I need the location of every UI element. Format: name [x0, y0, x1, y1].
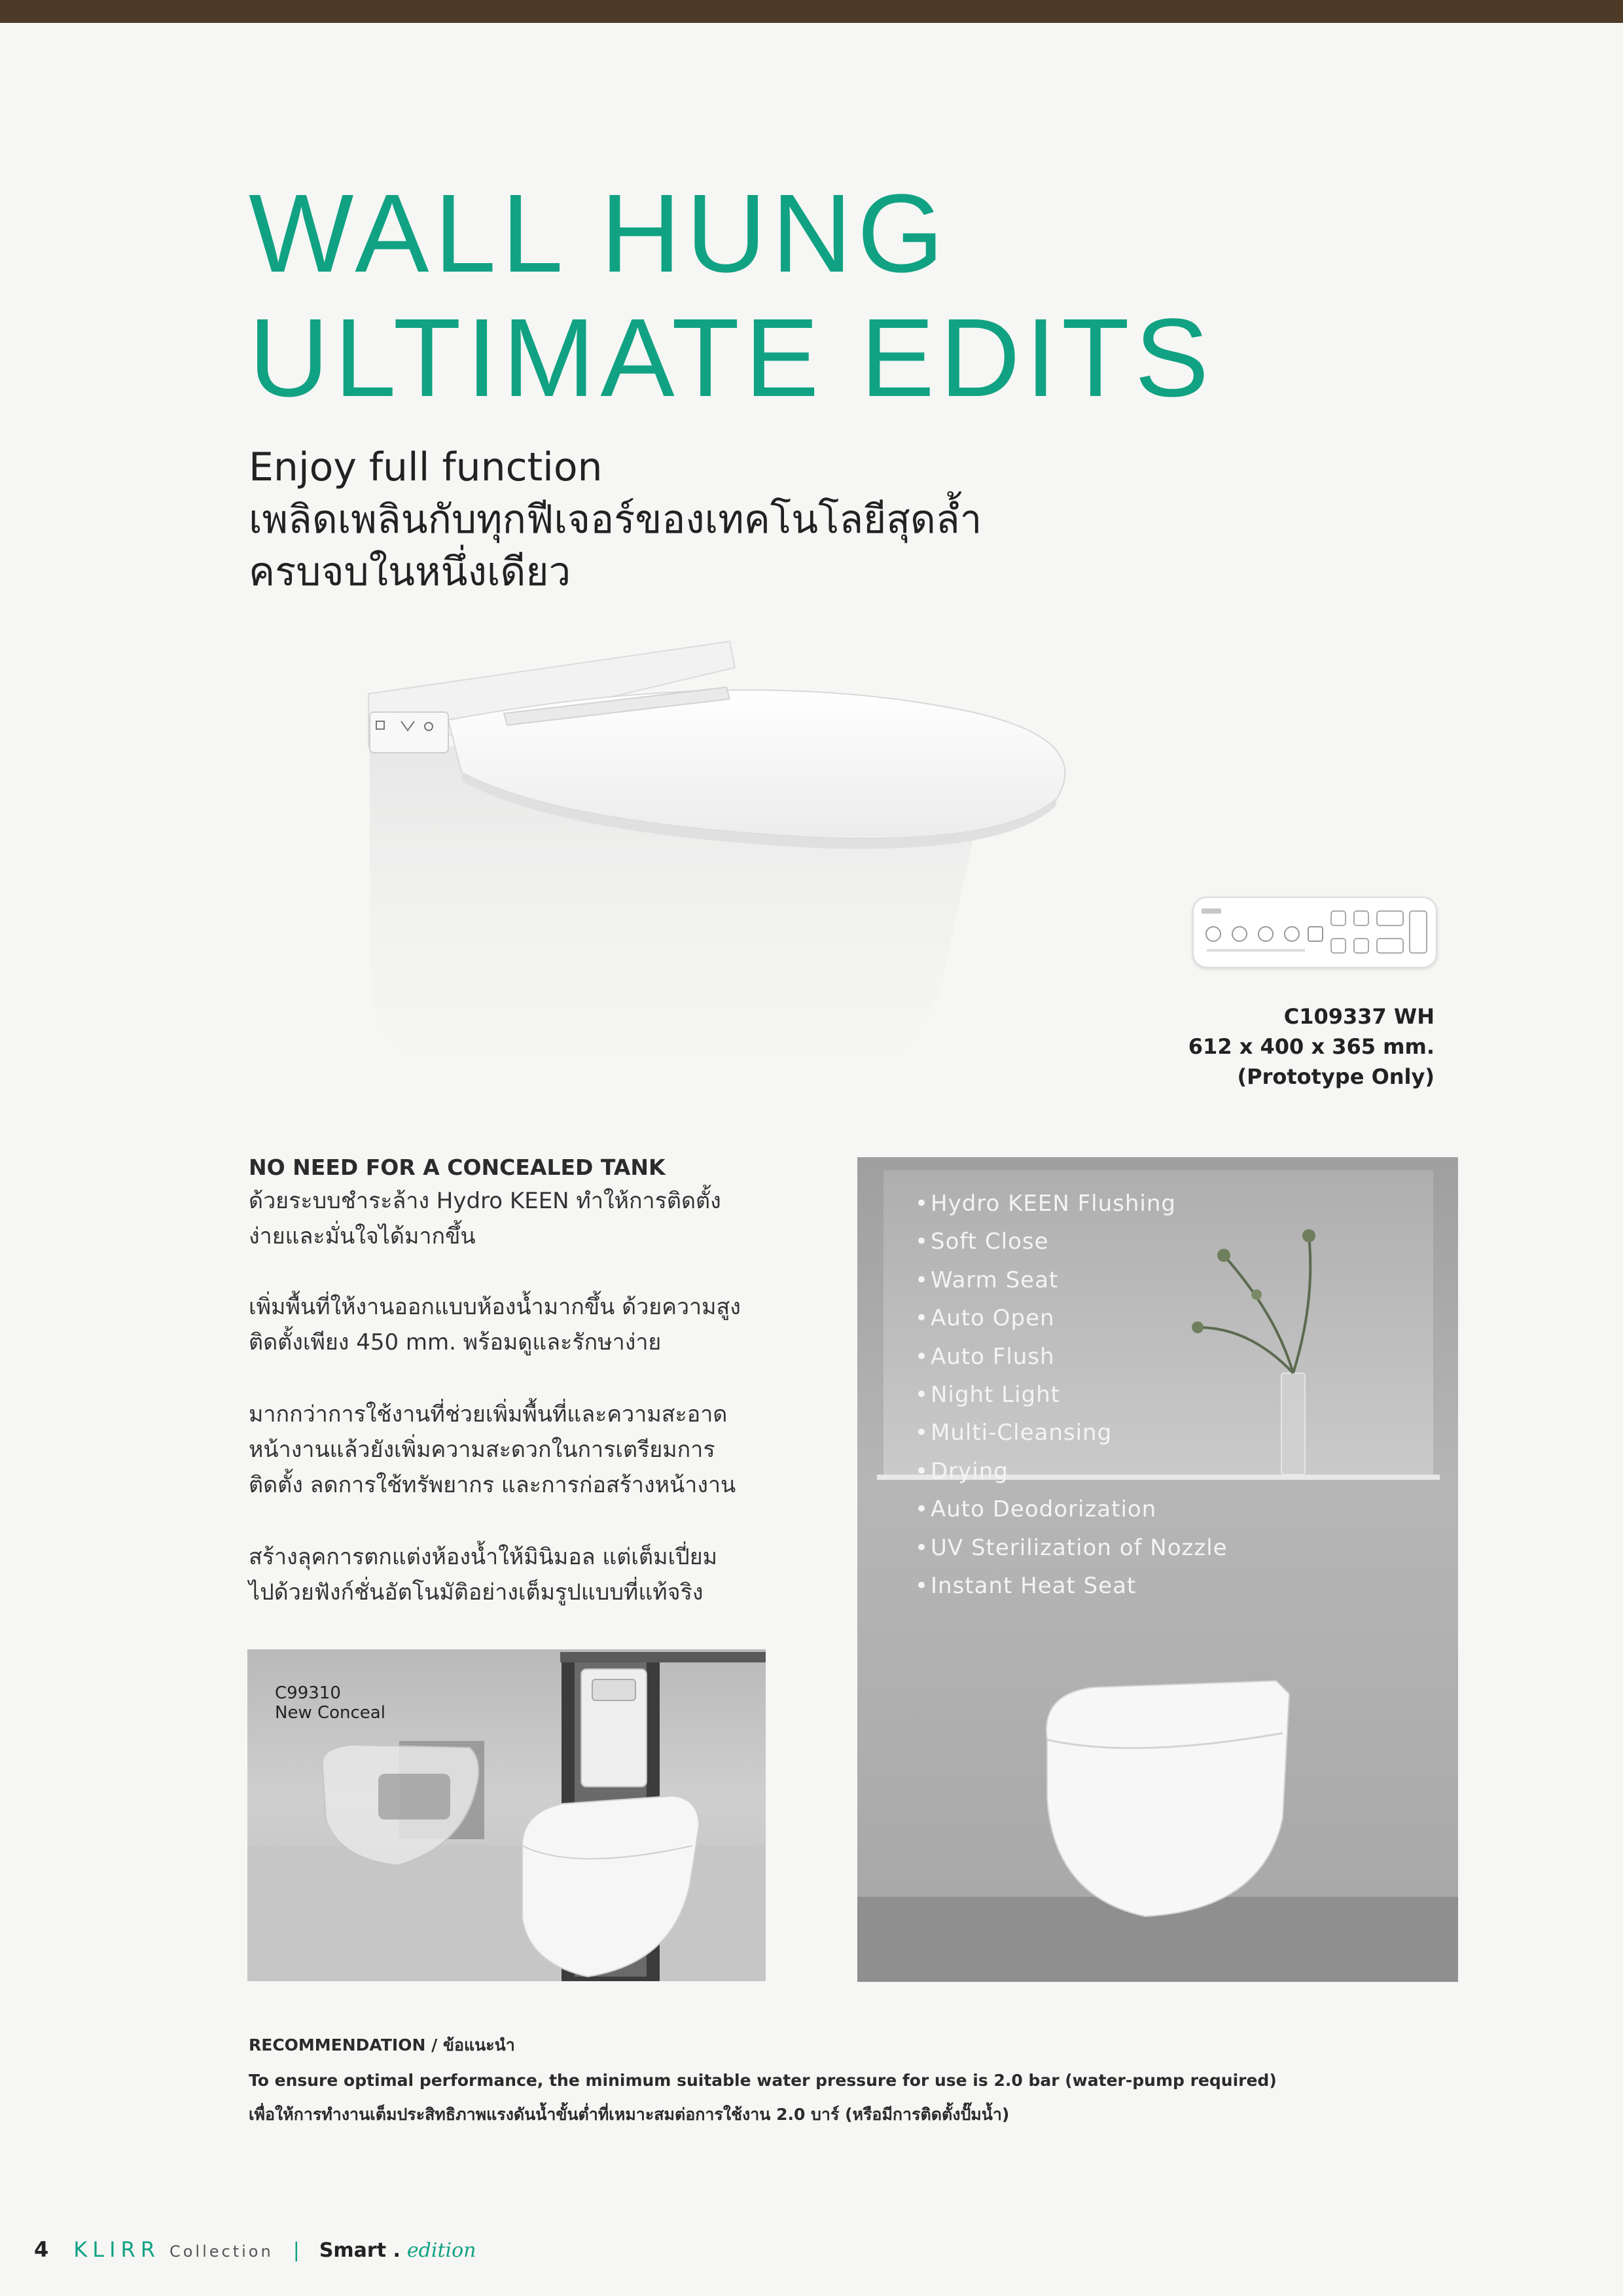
recommendation-english: To ensure optimal performance, the minimum suitable water pressure for use is 2.0 bar (water-pump required) [249, 2071, 1277, 2090]
paragraph-1 [249, 1183, 766, 1254]
collection-label: Collection [169, 2242, 274, 2261]
brand-name: KLIRR [73, 2237, 160, 2262]
feature-item: •Instant Heat Seat [915, 1573, 1137, 1600]
paragraph-3-line-2: หน้างานแล้วยังเพิ่มความสะดวกในการเตรียมการ [249, 1437, 715, 1463]
feature-item: •Auto Flush [915, 1343, 1055, 1370]
feature-item: •Hydro KEEN Flushing [915, 1191, 1177, 1217]
product-image-wall-hung-toilet [363, 628, 1090, 1126]
feature-list [915, 1185, 1228, 1605]
feature-item: •Auto Open [915, 1305, 1055, 1332]
paragraph-3-line-3: ติดตั้ง ลดการใช้ทรัพยากร และการก่อสร้างหน้างาน [249, 1472, 736, 1498]
remote-control-image [1192, 897, 1437, 968]
subtitle-line-2: เพลิดเพลินกับทุกฟีเจอร์ของเทคโนโลยีสุดล้ำ [249, 497, 982, 543]
page-number: 4 [34, 2237, 49, 2262]
page-title [249, 171, 1214, 420]
paragraph-1-line-1: ด้วยระบบชำระล้าง Hydro KEEN ทำให้การติดตั้ง [249, 1188, 721, 1214]
conceal-code: C99310 [275, 1683, 341, 1703]
product-spec [1188, 1001, 1435, 1092]
product-dimensions: 612 x 400 x 365 mm. [1188, 1034, 1435, 1059]
feature-item: •Multi-Cleansing [915, 1420, 1113, 1446]
feature-item: •Drying [915, 1458, 1008, 1484]
no-tank-heading: NO NEED FOR A CONCEALED TANK [249, 1155, 666, 1180]
conceal-photo [247, 1649, 766, 1981]
title-line-1: WALL HUNG [249, 171, 950, 296]
conceal-name: New Conceal [275, 1703, 385, 1723]
title-line-2: ULTIMATE EDITS [249, 296, 1215, 420]
paragraph-3-line-1: มากกว่าการใช้งานที่ช่วยเพิ่มพื้นที่และความสะอาด [249, 1401, 728, 1427]
feature-item: •Soft Close [915, 1229, 1049, 1255]
feature-item: •Night Light [915, 1382, 1060, 1408]
paragraph-2-line-2: ติดตั้งเพียง 450 mm. พร้อมดูและรักษาง่าย [249, 1329, 662, 1355]
recommendation-thai: เพื่อให้การทำงานเต็มประสิทธิภาพแรงดันน้ำขั้นต่ำที่เหมาะสมต่อการใช้งาน 2.0 บาร์ (หรือมีการติดตั้งปั๊มน้ำ) [249, 2105, 1010, 2124]
product-note: (Prototype Only) [1237, 1064, 1435, 1089]
feature-item: •Auto Deodorization [915, 1496, 1157, 1523]
paragraph-2-line-1: เพิ่มพื้นที่ให้งานออกแบบห้องน้ำมากขึ้น ด้วยความสูง [249, 1294, 741, 1320]
paragraph-4-line-2: ไปด้วยฟังก์ชั่นอัตโนมัติอย่างเต็มรูปแบบที่แท้จริง [249, 1579, 704, 1605]
paragraph-1-line-2: ง่ายและมั่นใจได้มากขึ้น [249, 1223, 476, 1249]
paragraph-2 [249, 1289, 766, 1360]
paragraph-4-line-1: สร้างลุคการตกแต่งห้องน้ำให้มินิมอล แต่เต็มเปี่ยม [249, 1544, 718, 1570]
recommendation-heading: RECOMMENDATION / ข้อแนะนำ [249, 2036, 515, 2054]
bathroom-photo [857, 1157, 1458, 1982]
paragraph-4 [249, 1539, 766, 1610]
paragraph-3 [249, 1397, 766, 1503]
feature-item: •UV Sterilization of Nozzle [915, 1534, 1228, 1561]
footer-separator: | [293, 2239, 300, 2262]
smart-label: Smart . [319, 2239, 401, 2262]
subtitle-line-3: ครบจบในหนึ่งเดียว [249, 549, 571, 595]
footer [34, 2237, 476, 2263]
product-code: C109337 WH [1283, 1004, 1435, 1029]
subtitle-line-1: Enjoy full function [249, 444, 603, 490]
conceal-photo-label [275, 1683, 385, 1723]
edition-label: edition [406, 2239, 476, 2262]
top-bar [0, 0, 1623, 23]
subtitle [249, 441, 982, 598]
feature-item: •Warm Seat [915, 1266, 1059, 1293]
